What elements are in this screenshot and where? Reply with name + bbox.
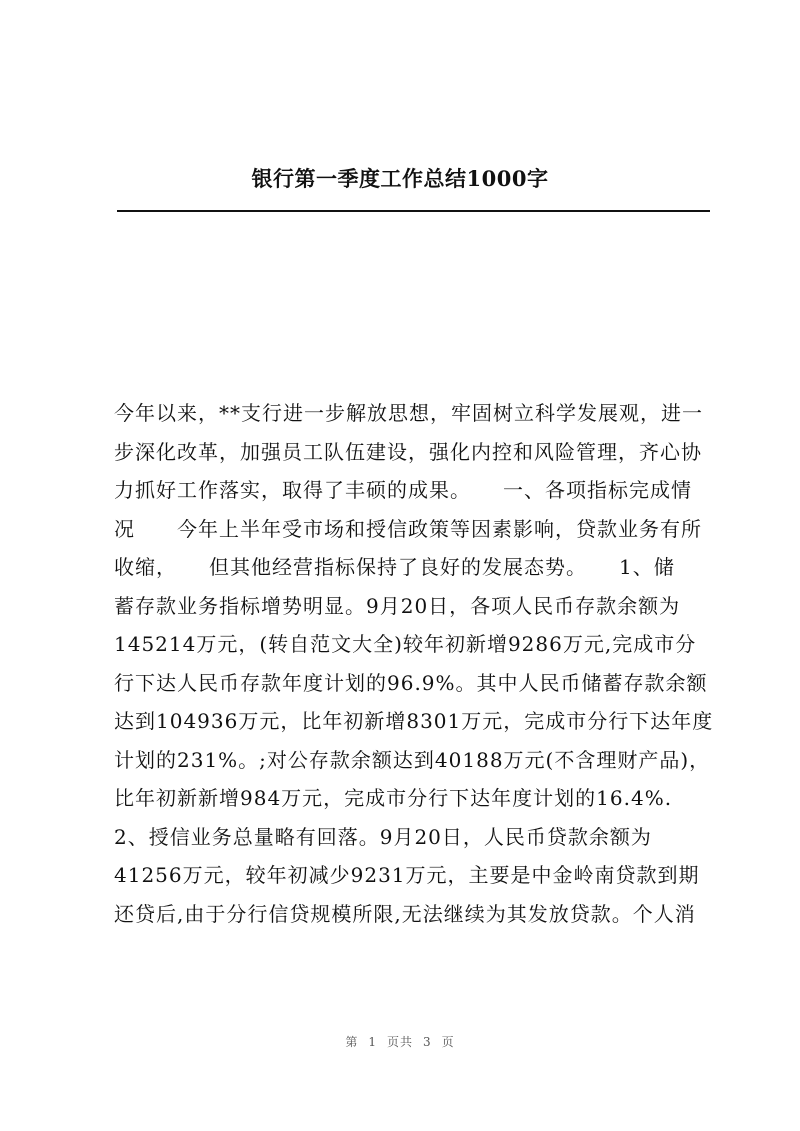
body-line: 收缩， 但其他经营指标保持了良好的发展态势。 1、储 xyxy=(114,555,675,579)
footer-middle: 页共 xyxy=(386,1035,413,1049)
body-line: 今年以来，**支行进一步解放思想，牢固树立科学发展观，进一 xyxy=(114,401,703,425)
body-line: 步深化改革，加强员工队伍建设，强化内控和风险管理，齐心协 xyxy=(114,439,702,464)
page-footer xyxy=(0,1033,800,1050)
body-line: 况 今年上半年受市场和授信政策等因素影响，贷款业务有所 xyxy=(114,516,702,541)
body-line: 41256万元，较年初减少9231万元，主要是中金岭南贷款到期 xyxy=(114,863,700,887)
footer-suffix: 页 xyxy=(441,1035,455,1049)
body-line: 还贷后,由于分行信贷规模所限,无法继续为其发放贷款。个人消 xyxy=(114,901,696,926)
body-text xyxy=(114,394,714,933)
body-line: 计划的231%。;对公存款余额达到40188万元(不含理财产品)， xyxy=(114,747,711,772)
body-line: 145214万元，(转自范文大全)较年初新增9286万元,完成市分 xyxy=(114,632,697,656)
body-line: 力抓好工作落实，取得了丰硕的成果。 一、各项指标完成情 xyxy=(114,478,692,502)
page-title: 银行第一季度工作总结1000字 xyxy=(251,166,549,191)
footer-page-number: 1 xyxy=(368,1035,377,1049)
body-line: 比年初新新增984万元，完成市分行下达年度计划的16.4%. xyxy=(114,786,673,810)
body-line: 2、授信业务总量略有回落。9月20日，人民币贷款余额为 xyxy=(114,824,652,849)
title-divider xyxy=(117,210,710,212)
footer-prefix: 第 xyxy=(345,1035,359,1049)
body-line: 行下达人民币存款年度计划的96.9%。其中人民币储蓄存款余额 xyxy=(114,670,708,695)
body-line: 达到104936万元，比年初新增8301万元，完成市分行下达年度 xyxy=(114,709,714,733)
body-line: 蓄存款业务指标增势明显。9月20日，各项人民币存款余额为 xyxy=(114,593,681,618)
footer-total-pages: 3 xyxy=(423,1035,432,1049)
